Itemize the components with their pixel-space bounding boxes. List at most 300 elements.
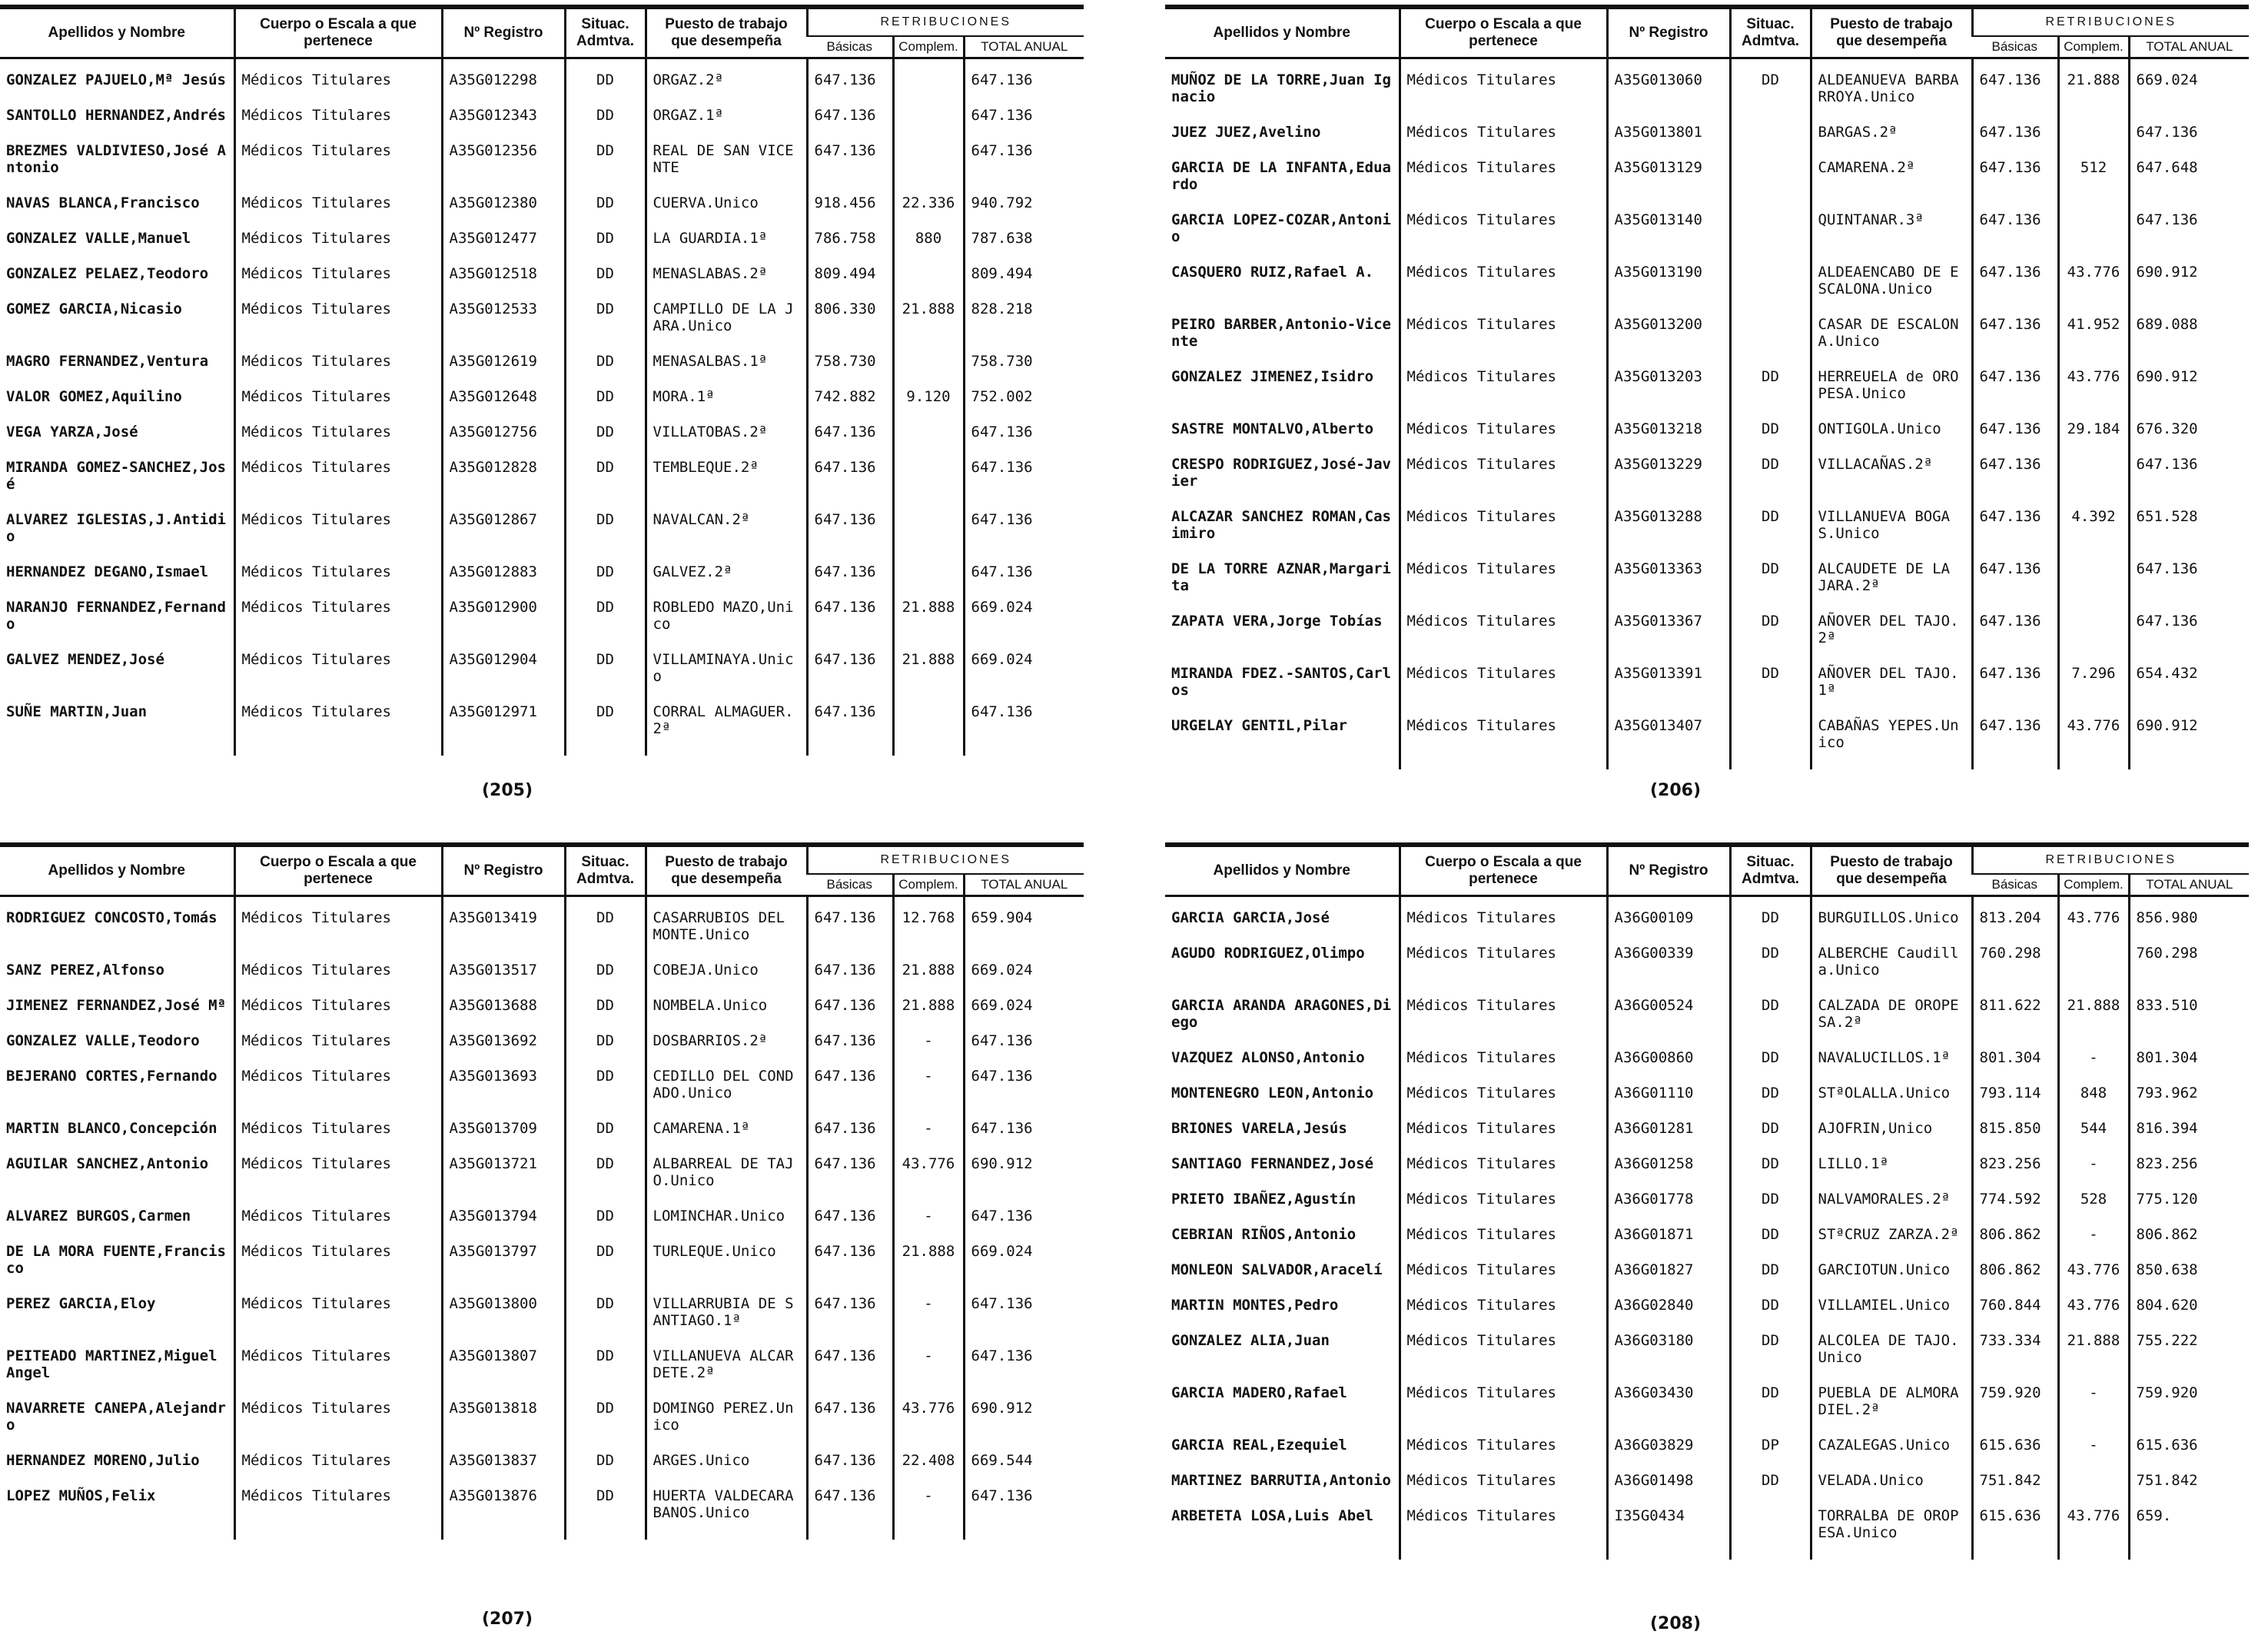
header-cuerpo: Cuerpo o Escala a que pertenece — [234, 9, 442, 58]
total-cell: 659. — [2129, 1507, 2249, 1560]
basicas-cell: 751.842 — [1972, 1472, 2058, 1507]
situac-cell: DD — [565, 58, 646, 108]
puesto-cell: CAMARENA.2ª — [1811, 159, 1972, 211]
complem-cell: 43.776 — [2058, 1297, 2129, 1332]
table-row — [0, 1120, 1084, 1155]
header-retribuciones: RETRIBUCIONES — [1972, 847, 2249, 874]
total-cell: 651.528 — [2129, 508, 2249, 560]
basicas-cell: 647.136 — [807, 1243, 893, 1295]
cuerpo-cell: Médicos Titulares — [1400, 159, 1607, 211]
table-row — [1165, 211, 2249, 264]
header-cuerpo: Cuerpo o Escala a que pertenece — [1400, 9, 1607, 58]
basicas-cell: 647.136 — [1972, 124, 2058, 159]
basicas-cell: 647.136 — [1972, 264, 2058, 316]
situac-cell: DD — [1730, 1155, 1811, 1191]
puesto-cell: CEDILLO DEL CONDADO.Unico — [646, 1068, 807, 1120]
header-name: Apellidos y Nombre — [0, 847, 234, 896]
name-cell: GOMEZ GARCIA,Nicasio — [6, 301, 182, 317]
total-cell: 647.136 — [964, 58, 1084, 108]
basicas-cell: 647.136 — [807, 1208, 893, 1243]
table-row — [1165, 1437, 2249, 1472]
name-cell: SASTRE MONTALVO,Alberto — [1171, 420, 1374, 437]
registro-cell: A35G013801 — [1607, 124, 1730, 159]
puesto-cell: VILLANUEVA BOGAS.Unico — [1811, 508, 1972, 560]
total-cell: 647.136 — [2129, 124, 2249, 159]
cuerpo-cell: Médicos Titulares — [234, 142, 442, 194]
header-registro: Nº Registro — [1607, 9, 1730, 58]
registro-cell: A36G00860 — [1607, 1049, 1730, 1085]
registro-cell: A35G013688 — [442, 997, 565, 1032]
situac-cell: DP — [1730, 1437, 1811, 1472]
table-row — [1165, 368, 2249, 420]
total-cell: 647.136 — [964, 563, 1084, 599]
complem-cell: 41.952 — [2058, 316, 2129, 368]
name-cell: GONZALEZ VALLE,Teodoro — [6, 1032, 200, 1049]
name-cell: PRIETO IBAÑEZ,Agustín — [1171, 1191, 1356, 1208]
situac-cell: DD — [1730, 613, 1811, 665]
registro-cell: A35G012756 — [442, 424, 565, 459]
cuerpo-cell: Médicos Titulares — [234, 1400, 442, 1452]
registro-cell: A36G00109 — [1607, 896, 1730, 945]
registro-cell: A35G013129 — [1607, 159, 1730, 211]
situac-cell: DD — [565, 896, 646, 962]
total-cell: 669.024 — [2129, 58, 2249, 125]
puesto-cell: ONTIGOLA.Unico — [1811, 420, 1972, 456]
cuerpo-cell: Médicos Titulares — [234, 1487, 442, 1540]
total-cell: 690.912 — [2129, 264, 2249, 316]
name-cell: VALOR GOMEZ,Aquilino — [6, 388, 182, 405]
puesto-cell: ALCAUDETE DE LA JARA.2ª — [1811, 560, 1972, 613]
complem-cell: 43.776 — [2058, 1261, 2129, 1297]
complem-cell: 512 — [2058, 159, 2129, 211]
name-cell: GARCIA ARANDA ARAGONES,Diego — [1171, 997, 1391, 1031]
page-number: (205) — [481, 781, 533, 800]
puesto-cell: LA GUARDIA.1ª — [646, 230, 807, 265]
situac-cell: DD — [1730, 368, 1811, 420]
complem-cell: 21.888 — [893, 599, 964, 651]
complem-cell: - — [893, 1208, 964, 1243]
registro-cell: A35G012619 — [442, 353, 565, 388]
situac-cell: DD — [565, 1487, 646, 1540]
cuerpo-cell: Médicos Titulares — [234, 1032, 442, 1068]
total-cell: 760.298 — [2129, 945, 2249, 997]
situac-cell: DD — [565, 1452, 646, 1487]
puesto-cell: VILLATOBAS.2ª — [646, 424, 807, 459]
name-cell: GARCIA GARCIA,José — [1171, 909, 1330, 926]
personnel-table — [1165, 847, 2249, 1560]
total-cell: 806.862 — [2129, 1226, 2249, 1261]
puesto-cell: BURGUILLOS.Unico — [1811, 896, 1972, 945]
situac-cell: DD — [1730, 1261, 1811, 1297]
page-number: (208) — [1649, 1614, 1702, 1633]
puesto-cell: CABAÑAS YEPES.Unico — [1811, 717, 1972, 769]
total-cell: 755.222 — [2129, 1332, 2249, 1384]
registro-cell: A35G013218 — [1607, 420, 1730, 456]
cuerpo-cell: Médicos Titulares — [234, 424, 442, 459]
situac-cell: DD — [565, 388, 646, 424]
cuerpo-cell: Médicos Titulares — [1400, 896, 1607, 945]
complem-cell: 43.776 — [2058, 896, 2129, 945]
header-registro: Nº Registro — [442, 9, 565, 58]
situac-cell: DD — [565, 1400, 646, 1452]
registro-cell: A36G01778 — [1607, 1191, 1730, 1226]
table-row — [1165, 58, 2249, 125]
cuerpo-cell: Médicos Titulares — [234, 1295, 442, 1347]
puesto-cell: MORA.1ª — [646, 388, 807, 424]
table-row — [1165, 456, 2249, 508]
name-cell: MONTENEGRO LEON,Antonio — [1171, 1085, 1374, 1101]
situac-cell — [1730, 1507, 1811, 1560]
total-cell: 676.320 — [2129, 420, 2249, 456]
registro-cell: A35G013709 — [442, 1120, 565, 1155]
situac-cell: DD — [565, 1120, 646, 1155]
registro-cell: A36G02840 — [1607, 1297, 1730, 1332]
page-205 — [0, 5, 1084, 756]
table-row — [0, 265, 1084, 301]
table-row — [0, 388, 1084, 424]
registro-cell: I35G0434 — [1607, 1507, 1730, 1560]
situac-cell: DD — [565, 1347, 646, 1400]
table-row — [1165, 159, 2249, 211]
header-retribuciones: RETRIBUCIONES — [1972, 9, 2249, 36]
table-row — [0, 1208, 1084, 1243]
cuerpo-cell: Médicos Titulares — [234, 896, 442, 962]
puesto-cell: ALBARREAL DE TAJO.Unico — [646, 1155, 807, 1208]
registro-cell: A35G012900 — [442, 599, 565, 651]
basicas-cell: 647.136 — [807, 1400, 893, 1452]
basicas-cell: 647.136 — [807, 142, 893, 194]
total-cell: 647.136 — [2129, 211, 2249, 264]
situac-cell: DD — [565, 194, 646, 230]
basicas-cell: 647.136 — [807, 1068, 893, 1120]
complem-cell — [2058, 945, 2129, 997]
name-cell: GONZALEZ PAJUELO,Mª Jesús — [6, 71, 226, 88]
total-cell: 647.136 — [964, 1068, 1084, 1120]
table-row — [0, 563, 1084, 599]
registro-cell: A35G012356 — [442, 142, 565, 194]
registro-cell: A36G01498 — [1607, 1472, 1730, 1507]
total-cell: 647.136 — [964, 107, 1084, 142]
complem-cell: - — [2058, 1155, 2129, 1191]
cuerpo-cell: Médicos Titulares — [1400, 1191, 1607, 1226]
complem-cell — [2058, 456, 2129, 508]
total-cell: 804.620 — [2129, 1297, 2249, 1332]
total-cell: 828.218 — [964, 301, 1084, 353]
puesto-cell: ALDEANUEVA BARBARROYA.Unico — [1811, 58, 1972, 125]
cuerpo-cell: Médicos Titulares — [234, 997, 442, 1032]
registro-cell: A35G012533 — [442, 301, 565, 353]
name-cell: CEBRIAN RIÑOS,Antonio — [1171, 1226, 1356, 1243]
registro-cell: A35G013721 — [442, 1155, 565, 1208]
table-row — [0, 1487, 1084, 1540]
registro-cell: A35G013200 — [1607, 316, 1730, 368]
complem-cell — [2058, 1472, 2129, 1507]
complem-cell: - — [893, 1120, 964, 1155]
total-cell: 690.912 — [964, 1155, 1084, 1208]
personnel-table — [0, 9, 1084, 756]
name-cell: GARCIA REAL,Ezequiel — [1171, 1437, 1347, 1454]
puesto-cell: NAVALUCILLOS.1ª — [1811, 1049, 1972, 1085]
cuerpo-cell: Médicos Titulares — [234, 459, 442, 511]
registro-cell: A36G01110 — [1607, 1085, 1730, 1120]
table-row — [1165, 1472, 2249, 1507]
puesto-cell: COBEJA.Unico — [646, 962, 807, 997]
cuerpo-cell: Médicos Titulares — [234, 388, 442, 424]
total-cell: 659.904 — [964, 896, 1084, 962]
situac-cell: DD — [565, 265, 646, 301]
puesto-cell: DOSBARRIOS.2ª — [646, 1032, 807, 1068]
complem-cell — [893, 58, 964, 108]
registro-cell: A35G012828 — [442, 459, 565, 511]
complem-cell: 22.336 — [893, 194, 964, 230]
header-total: TOTAL ANUAL — [964, 36, 1084, 58]
situac-cell: DD — [1730, 1472, 1811, 1507]
name-cell: DE LA MORA FUENTE,Francisco — [6, 1243, 226, 1277]
puesto-cell: QUINTANAR.3ª — [1811, 211, 1972, 264]
cuerpo-cell: Médicos Titulares — [1400, 1437, 1607, 1472]
puesto-cell: CASARRUBIOS DEL MONTE.Unico — [646, 896, 807, 962]
situac-cell: DD — [565, 301, 646, 353]
complem-cell: - — [893, 1487, 964, 1540]
basicas-cell: 647.136 — [807, 563, 893, 599]
puesto-cell: VILLAMIEL.Unico — [1811, 1297, 1972, 1332]
complem-cell — [2058, 560, 2129, 613]
situac-cell: DD — [1730, 560, 1811, 613]
name-cell: SANTOLLO HERNANDEZ,Andrés — [6, 107, 226, 124]
situac-cell: DD — [1730, 1120, 1811, 1155]
page-207 — [0, 842, 1084, 1540]
table-row — [1165, 1332, 2249, 1384]
header-basicas: Básicas — [807, 874, 893, 896]
situac-cell: DD — [1730, 456, 1811, 508]
puesto-cell: CUERVA.Unico — [646, 194, 807, 230]
puesto-cell: TURLEQUE.Unico — [646, 1243, 807, 1295]
situac-cell — [1730, 316, 1811, 368]
situac-cell: DD — [1730, 1049, 1811, 1085]
complem-cell: - — [2058, 1437, 2129, 1472]
cuerpo-cell: Médicos Titulares — [1400, 665, 1607, 717]
complem-cell: - — [893, 1295, 964, 1347]
table-row — [0, 1243, 1084, 1295]
complem-cell — [893, 142, 964, 194]
situac-cell: DD — [1730, 1191, 1811, 1226]
name-cell: GONZALEZ PELAEZ,Teodoro — [6, 265, 209, 282]
header-basicas: Básicas — [1972, 36, 2058, 58]
cuerpo-cell: Médicos Titulares — [234, 651, 442, 703]
registro-cell: A35G012904 — [442, 651, 565, 703]
table-row — [1165, 717, 2249, 769]
name-cell: CASQUERO RUIZ,Rafael A. — [1171, 264, 1374, 281]
complem-cell: 21.888 — [2058, 997, 2129, 1049]
total-cell: 647.136 — [964, 1487, 1084, 1540]
header-retribuciones: RETRIBUCIONES — [807, 9, 1084, 36]
situac-cell: DD — [1730, 896, 1811, 945]
registro-cell: A36G03430 — [1607, 1384, 1730, 1437]
name-cell: MUÑOZ DE LA TORRE,Juan Ignacio — [1171, 71, 1391, 105]
table-row — [0, 1400, 1084, 1452]
complem-cell: - — [893, 1347, 964, 1400]
complem-cell: 21.888 — [2058, 1332, 2129, 1384]
cuerpo-cell: Médicos Titulares — [1400, 1472, 1607, 1507]
total-cell: 856.980 — [2129, 896, 2249, 945]
complem-cell: - — [893, 1068, 964, 1120]
puesto-cell: DOMINGO PEREZ.Unico — [646, 1400, 807, 1452]
name-cell: AGUDO RODRIGUEZ,Olimpo — [1171, 945, 1365, 962]
complem-cell: 21.888 — [893, 301, 964, 353]
table-row — [0, 301, 1084, 353]
registro-cell: A35G013693 — [442, 1068, 565, 1120]
table-row — [1165, 1155, 2249, 1191]
name-cell: MARTIN MONTES,Pedro — [1171, 1297, 1339, 1314]
total-cell: 669.024 — [964, 1243, 1084, 1295]
registro-cell: A35G013797 — [442, 1243, 565, 1295]
page-number: (207) — [481, 1610, 533, 1629]
cuerpo-cell: Médicos Titulares — [1400, 717, 1607, 769]
registro-cell: A35G013288 — [1607, 508, 1730, 560]
cuerpo-cell: Médicos Titulares — [1400, 124, 1607, 159]
total-cell: 647.136 — [964, 1208, 1084, 1243]
page-number: (206) — [1649, 781, 1702, 800]
name-cell: GALVEZ MENDEZ,José — [6, 651, 164, 668]
total-cell: 647.136 — [964, 424, 1084, 459]
complem-cell — [893, 563, 964, 599]
complem-cell: - — [893, 1032, 964, 1068]
name-cell: PEIRO BARBER,Antonio-Vicente — [1171, 316, 1391, 350]
registro-cell: A36G01871 — [1607, 1226, 1730, 1261]
name-cell: ZAPATA VERA,Jorge Tobías — [1171, 613, 1383, 630]
situac-cell: DD — [565, 1208, 646, 1243]
situac-cell: DD — [565, 353, 646, 388]
table-row — [0, 107, 1084, 142]
name-cell: PEITEADO MARTINEZ,Miguel Angel — [6, 1347, 218, 1381]
header-registro: Nº Registro — [442, 847, 565, 896]
header-complem: Complem. — [893, 874, 964, 896]
name-cell: GONZALEZ ALIA,Juan — [1171, 1332, 1330, 1349]
name-cell: MONLEON SALVADOR,Aracelí — [1171, 1261, 1383, 1278]
complem-cell: 21.888 — [893, 1243, 964, 1295]
registro-cell: A35G013391 — [1607, 665, 1730, 717]
puesto-cell: ALCOLEA DE TAJO.Unico — [1811, 1332, 1972, 1384]
cuerpo-cell: Médicos Titulares — [234, 107, 442, 142]
cuerpo-cell: Médicos Titulares — [234, 265, 442, 301]
basicas-cell: 647.136 — [1972, 368, 2058, 420]
table-row — [1165, 1085, 2249, 1120]
table-row — [1165, 945, 2249, 997]
cuerpo-cell: Médicos Titulares — [234, 353, 442, 388]
basicas-cell: 806.862 — [1972, 1261, 2058, 1297]
puesto-cell: STªCRUZ ZARZA.2ª — [1811, 1226, 1972, 1261]
table-row — [1165, 1297, 2249, 1332]
registro-cell: A35G013517 — [442, 962, 565, 997]
basicas-cell: 647.136 — [1972, 420, 2058, 456]
name-cell: ARBETETA LOSA,Luis Abel — [1171, 1507, 1374, 1524]
cuerpo-cell: Médicos Titulares — [1400, 58, 1607, 125]
table-row — [1165, 665, 2249, 717]
puesto-cell: MENASALBAS.1ª — [646, 353, 807, 388]
name-cell: MIRANDA GOMEZ-SANCHEZ,José — [6, 459, 226, 493]
header-puesto: Puesto de trabajo que desempeña — [646, 847, 807, 896]
name-cell: CRESPO RODRIGUEZ,José-Javier — [1171, 456, 1391, 490]
total-cell: 647.136 — [964, 1295, 1084, 1347]
name-cell: SANZ PEREZ,Alfonso — [6, 962, 164, 978]
puesto-cell: VILLAMINAYA.Unico — [646, 651, 807, 703]
table-row — [1165, 896, 2249, 945]
puesto-cell: ORGAZ.2ª — [646, 58, 807, 108]
registro-cell: A35G012380 — [442, 194, 565, 230]
name-cell: GONZALEZ JIMENEZ,Isidro — [1171, 368, 1374, 385]
basicas-cell: 647.136 — [807, 1032, 893, 1068]
cuerpo-cell: Médicos Titulares — [234, 301, 442, 353]
complem-cell: 43.776 — [2058, 717, 2129, 769]
basicas-cell: 758.730 — [807, 353, 893, 388]
registro-cell: A36G00524 — [1607, 997, 1730, 1049]
complem-cell: 528 — [2058, 1191, 2129, 1226]
complem-cell: 21.888 — [2058, 58, 2129, 125]
puesto-cell: HUERTA VALDECARABANOS.Unico — [646, 1487, 807, 1540]
puesto-cell: ALDEAENCABO DE ESCALONA.Unico — [1811, 264, 1972, 316]
table-row — [0, 599, 1084, 651]
cuerpo-cell: Médicos Titulares — [234, 230, 442, 265]
registro-cell: A35G013692 — [442, 1032, 565, 1068]
basicas-cell: 647.136 — [807, 997, 893, 1032]
basicas-cell: 647.136 — [1972, 717, 2058, 769]
situac-cell: DD — [1730, 1384, 1811, 1437]
name-cell: JUEZ JUEZ,Avelino — [1171, 124, 1321, 141]
cuerpo-cell: Médicos Titulares — [234, 599, 442, 651]
situac-cell: DD — [1730, 997, 1811, 1049]
situac-cell: DD — [565, 107, 646, 142]
table-row — [0, 58, 1084, 108]
registro-cell: A35G013190 — [1607, 264, 1730, 316]
name-cell: SUÑE MARTIN,Juan — [6, 703, 148, 720]
cuerpo-cell: Médicos Titulares — [1400, 945, 1607, 997]
basicas-cell: 647.136 — [1972, 211, 2058, 264]
total-cell: 647.136 — [964, 142, 1084, 194]
puesto-cell: VILLANUEVA ALCARDETE.2ª — [646, 1347, 807, 1400]
cuerpo-cell: Médicos Titulares — [1400, 560, 1607, 613]
total-cell: 647.136 — [2129, 613, 2249, 665]
puesto-cell: CORRAL ALMAGUER.2ª — [646, 703, 807, 756]
puesto-cell: STªOLALLA.Unico — [1811, 1085, 1972, 1120]
complem-cell: - — [2058, 1049, 2129, 1085]
basicas-cell: 918.456 — [807, 194, 893, 230]
situac-cell: DD — [1730, 665, 1811, 717]
name-cell: HERNANDEZ MORENO,Julio — [6, 1452, 200, 1469]
table-row — [1165, 420, 2249, 456]
name-cell: PEREZ GARCIA,Eloy — [6, 1295, 156, 1312]
basicas-cell: 647.136 — [807, 1295, 893, 1347]
registro-cell: A35G012518 — [442, 265, 565, 301]
header-name: Apellidos y Nombre — [0, 9, 234, 58]
header-situac: Situac. Admtva. — [1730, 9, 1811, 58]
header-retribuciones: RETRIBUCIONES — [807, 847, 1084, 874]
basicas-cell: 647.136 — [807, 1452, 893, 1487]
total-cell: 647.136 — [964, 703, 1084, 756]
puesto-cell: ORGAZ.1ª — [646, 107, 807, 142]
name-cell: MIRANDA FDEZ.-SANTOS,Carlos — [1171, 665, 1391, 699]
puesto-cell: NALVAMORALES.2ª — [1811, 1191, 1972, 1226]
name-cell: ALVAREZ IGLESIAS,J.Antidio — [6, 511, 226, 545]
total-cell: 751.842 — [2129, 1472, 2249, 1507]
header-name: Apellidos y Nombre — [1165, 847, 1400, 896]
total-cell: 647.136 — [2129, 560, 2249, 613]
basicas-cell: 647.136 — [807, 651, 893, 703]
registro-cell: A35G013060 — [1607, 58, 1730, 125]
table-row — [0, 1032, 1084, 1068]
table-row — [0, 651, 1084, 703]
total-cell: 647.648 — [2129, 159, 2249, 211]
registro-cell: A35G013800 — [442, 1295, 565, 1347]
